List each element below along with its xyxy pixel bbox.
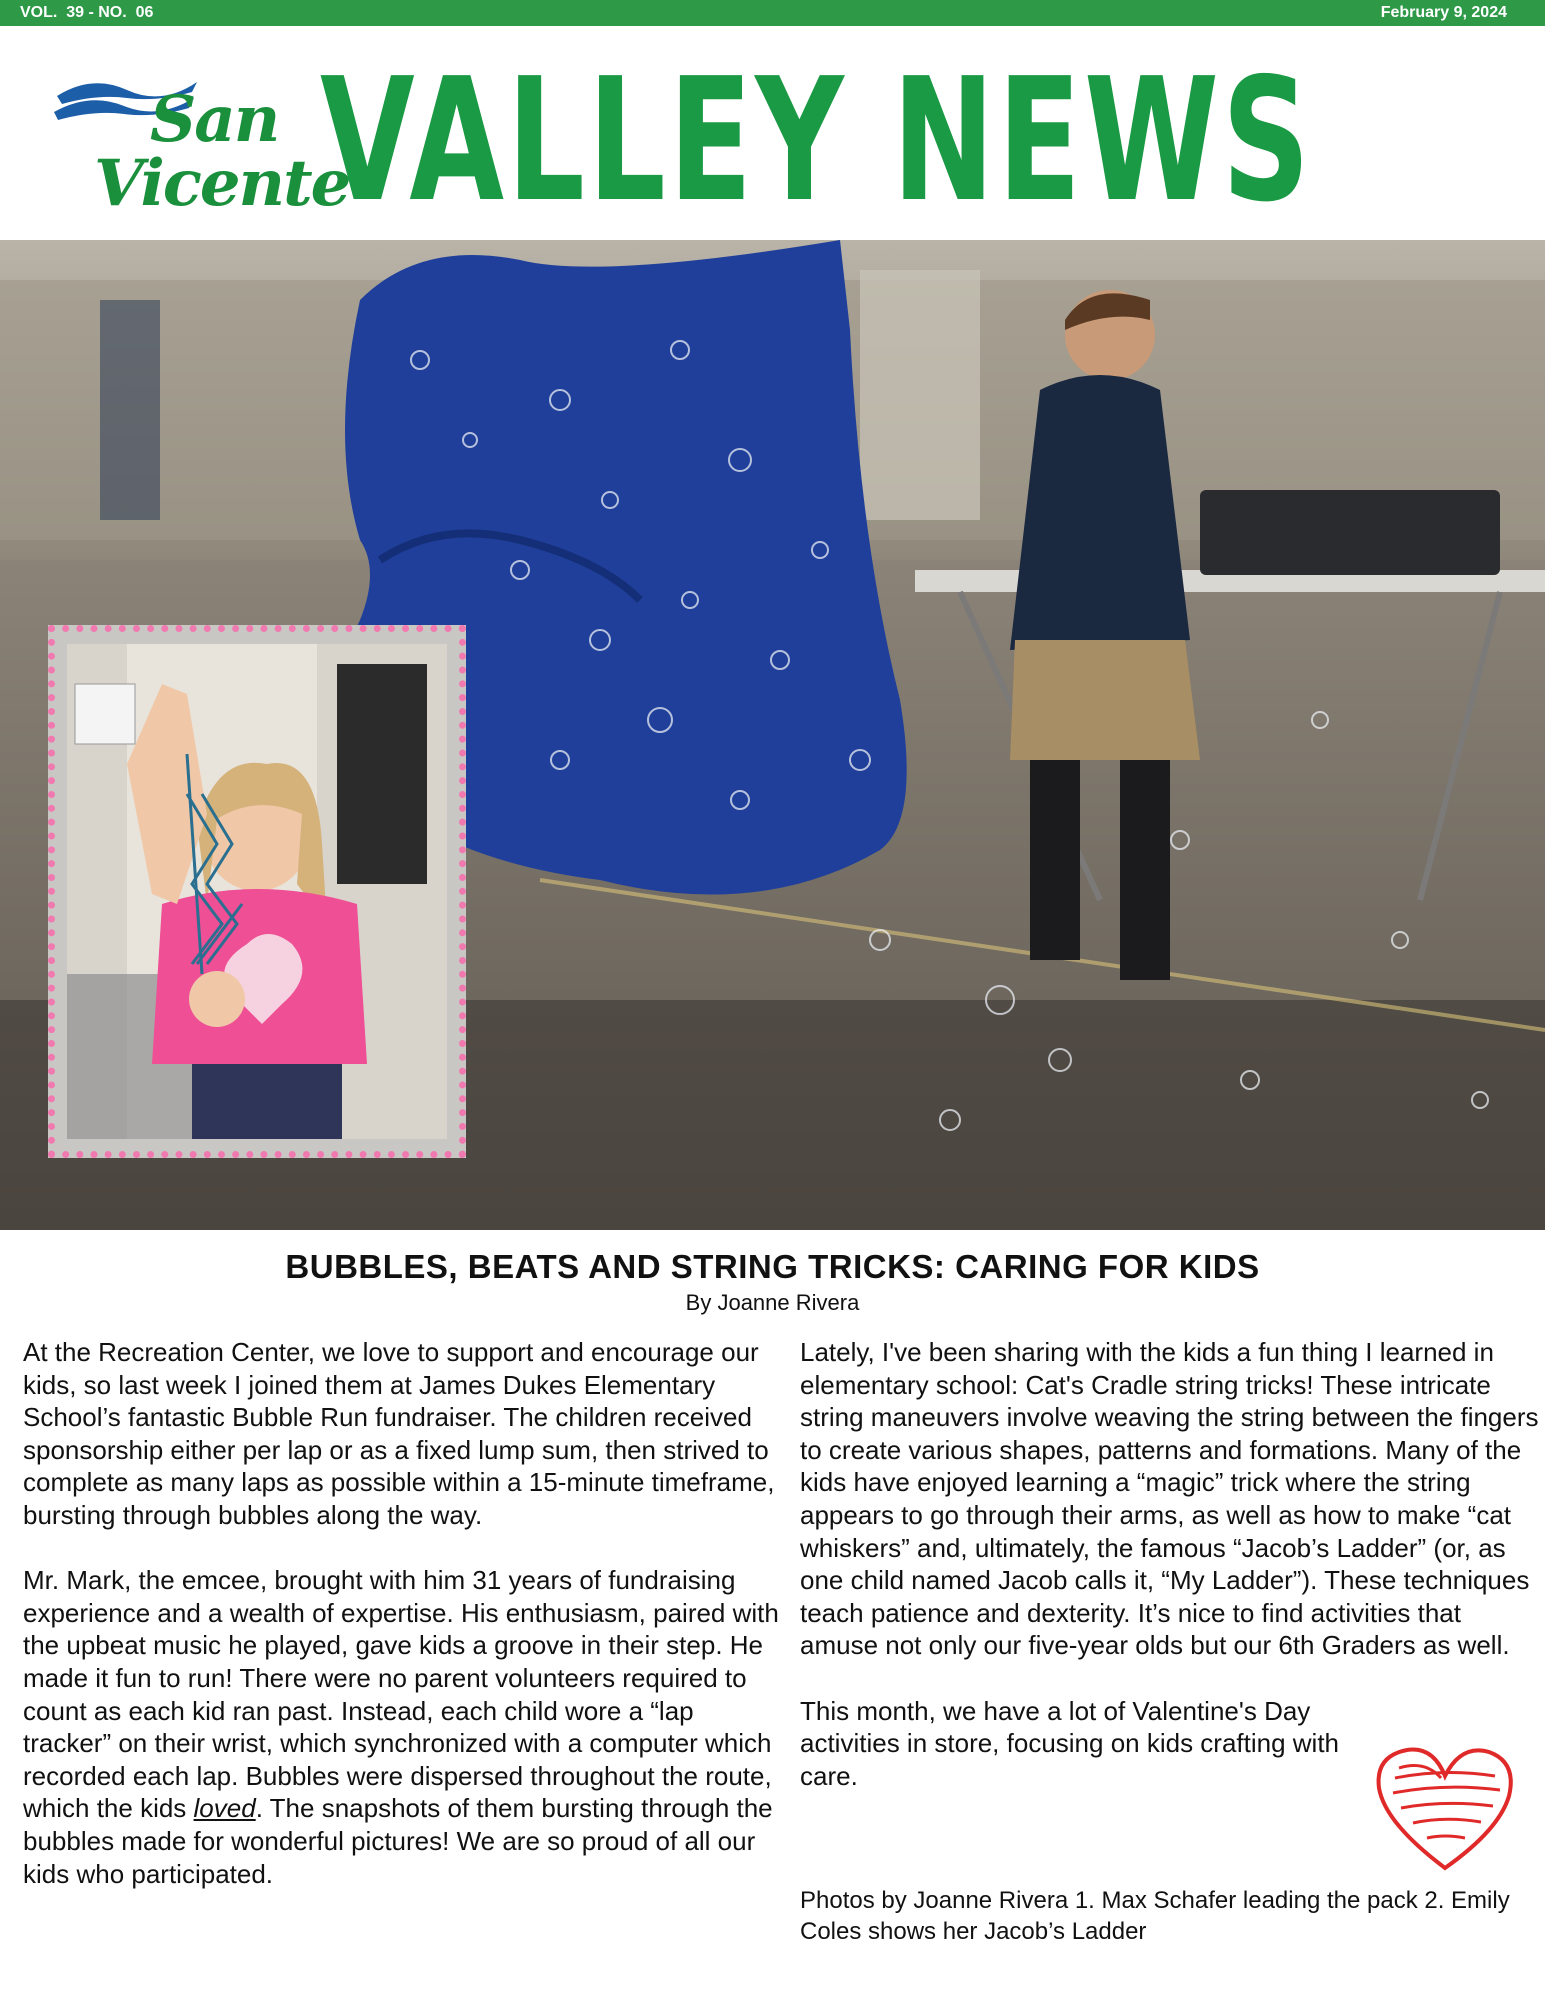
logo-vicente: Vicente [94,146,350,221]
newspaper-title: VALLEY NEWS [320,42,1313,240]
san-vicente-logo [50,64,350,234]
article-column-left [23,1336,783,1923]
top-bar [0,0,1545,26]
article-paragraph: This month, we have a lot of Valentine's Day activities in store, focusing on kids crafting with care. [800,1695,1340,1791]
volume-number: VOL. 39 - NO. 06 [20,4,154,21]
photo-caption: Photos by Joanne Rivera 1. Max Schafer leading the pack 2. Emily Coles shows her Jacob’s Ladder [800,1887,1510,1945]
issue-date: February 9, 2024 [1380,4,1507,21]
article-paragraph: Mr. Mark, the emcee, brought with him 31 years of fundraising experience and a wealth of expertise. His enthusiasm, paired with the upbeat music he played, gave kids a groove in their step. He made it fun to run! There were no parent volunteers required to count as each kid ran past. Instead, each child wore a “lap tracker” on their wrist, which synchronized with a computer which recorded each lap. Bubbles were dispersed throughout the route, which the kids loved. The snapshots of them bursting through the bubbles made for wonderful pictures! We are so proud of all our kids who participated. [23,1565,779,1889]
heart-icon [1365,1738,1525,1878]
emphasis-loved: loved [193,1793,256,1824]
logo-san: San [150,82,279,157]
article-paragraph: At the Recreation Center, we love to support and encourage our kids, so last week I joined them at James Dukes Elementary School’s fantastic Bubble Run fundraiser. The children received sponsorship either per lap or as a fixed lump sum, then strived to complete as many laps as possible within a 15-minute timeframe, bursting through bubbles along the way. [23,1337,775,1530]
article-paragraph: Lately, I've been sharing with the kids a fun thing I learned in elementary school: Cat's Cradle string tricks! These intricate string maneuvers involve weaving the string between the fingers to create various shapes, patterns and formations. Many of the kids have enjoyed learning a “magic” trick where the string appears to go through their arms, as well as how to make “cat whiskers” and, ultimately, the famous “Jacob’s Ladder” (or, as one child named Jacob calls it, “My Ladder”). These techniques teach patience and dexterity. It’s nice to find activities that amuse not only our five-year olds but our 6th Graders as well. [800,1337,1539,1661]
string-trick-photo [48,625,466,1158]
article-headline: BUBBLES, BEATS AND STRING TRICKS: CARING FOR KIDS [285,1248,1260,1285]
article-byline: By Joanne Rivera [685,1290,860,1315]
masthead [0,26,1545,240]
